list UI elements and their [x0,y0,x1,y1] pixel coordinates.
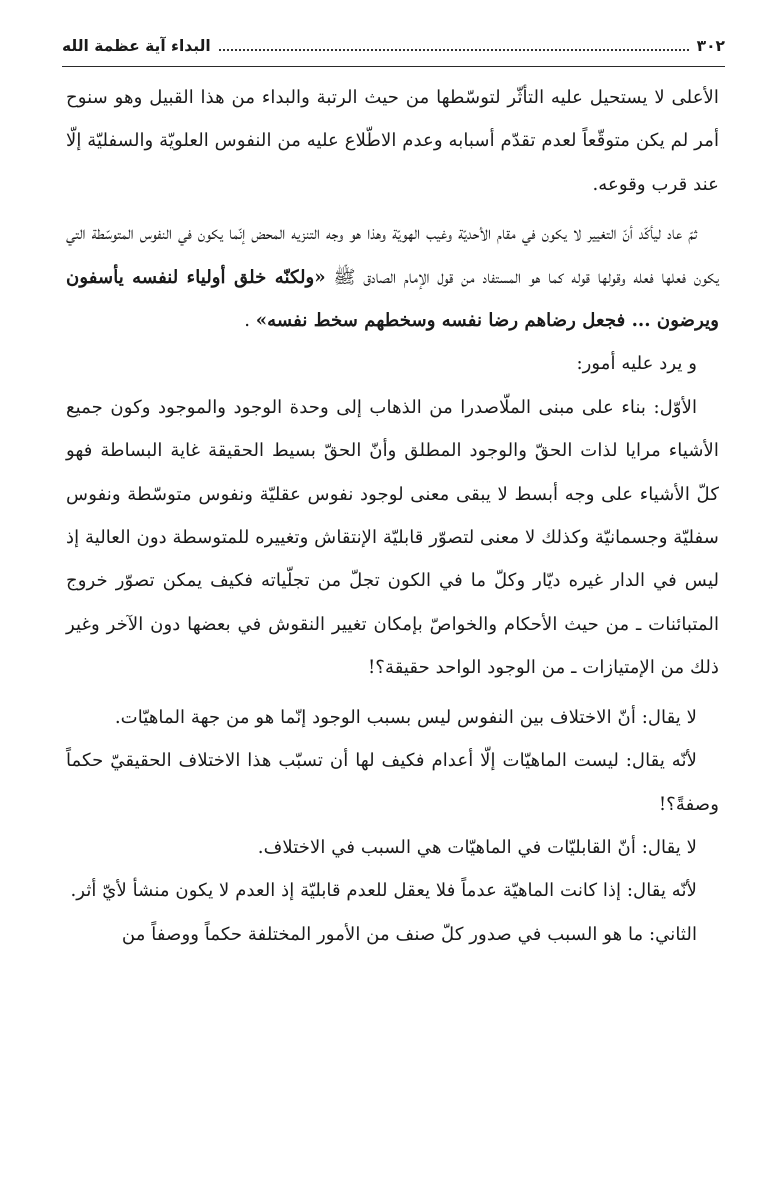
running-header [62,30,725,62]
paragraph-text: لأنّه يقال: ليست الماهيّات إلّا أعدام فكيف لها أن تسبّب هذا الاختلاف الحقيقيّ حكماً وصفةً؟! [66,750,719,815]
paragraph-text: الأعلى لا يستحيل عليه التأثّر لتوسّطها من حيث الرتبة والبداء من هذا القبيل وهو سنوح أمر لم يكن متوقّعاً لعدم تقدّم أسبابه وعدم الاطّلاع عليه من النفوس العلويّة والسفليّة إلّا عند قرب وقوعه. [66,87,719,195]
paragraph-continuation [66,76,719,206]
page-body [66,76,719,956]
paragraph-objection-a [66,696,719,739]
paragraph-second-objection [66,913,719,956]
paragraph-first-objection [66,386,719,690]
running-title: البداء آية عظمة الله [62,37,211,55]
paragraph-text: ثمّ عاد ليأكّد أنّ التغيير لا يكون في مقام الأحديّة وغيب الهويّة وهذا هو وجه التنزيه المحض إنّما يكون في النفوس المتوسّطة التي يكون فعلها فعله وقولها قوله كما هو المستفاد من قول الإمام الصادق ﷺ [66,223,719,288]
paragraph-objections-intro [66,342,719,385]
page-number: ٣٠٢ [696,37,725,55]
paragraph-tail: . [244,310,256,332]
paragraph-reply-b [66,869,719,912]
paragraph-reply-a [66,739,719,826]
paragraph-text: لأنّه يقال: إذا كانت الماهيّة عدماً فلا يعقل للعدم قابليّة إذ العدم لا يكون منشأ لأيّ أثر. [70,880,697,902]
header-rule [62,66,725,67]
header-dot-leader [219,49,689,51]
paragraph-text: و يرد عليه أمور: [576,353,697,375]
paragraph-text: الثاني: ما هو السبب في صدور كلّ صنف من الأمور المختلفة حكماً ووصفاً من [121,923,697,945]
paragraph-tanzih [66,212,719,342]
hadith-quote: «ولكنّه خلق أولياء لنفسه يأسفون ويرضون ... فجعل رضاهم رضا نفسه وسخطهم سخط نفسه» [66,266,719,332]
paragraph-text: لا يقال: أنّ الاختلاف بين النفوس ليس بسبب الوجود إنّما هو من جهة الماهيّات. [114,706,697,728]
paragraph-text: لا يقال: أنّ القابليّات في الماهيّات هي السبب في الاختلاف. [257,836,697,858]
paragraph-text: الأوّل: بناء على مبنى الملّاصدرا من الذهاب إلى وحدة الوجود والموجود وكون جميع الأشياء مرايا لذات الحقّ والوجود المطلق وأنّ الحقّ بسيط الحقيقة غاية البساطة فهو كلّ الأشياء على وجه أبسط لا يبقى معنى لوجود نفوس عقليّة ونفوس متوسّطة ونفوس سفليّة وجسمانيّة وكذلك لا معنى لتصوّر قابليّة الإنتقاش وتغييره للمتوسطة دون العالية إذ ليس في الدار غيره ديّار وكلّ ما في الكون تجلّ من تجلّياته فكيف يمكن تصوّر خروج المتبائنات ـ من حيث الأحكام والخواصّ بإمكان تغيير النقوش في بعضها دون الآخر وغير ذلك من الإمتيازات ـ من الوجود الواحد حقيقة؟! [66,396,719,679]
paragraph-objection-b [66,826,719,869]
